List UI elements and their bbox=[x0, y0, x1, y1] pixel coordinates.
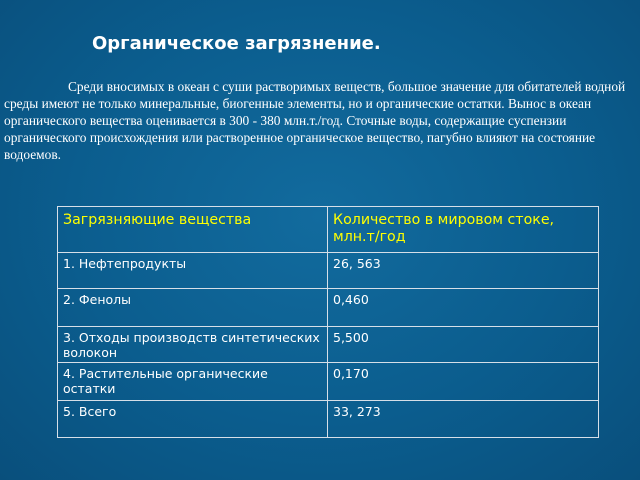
table-header-cell bbox=[328, 207, 599, 253]
table-row bbox=[58, 363, 599, 401]
amount-cell: 5,500 bbox=[328, 327, 599, 363]
amount-cell: 0,460 bbox=[328, 289, 599, 327]
header-substances: Загрязняющие вещества bbox=[63, 212, 252, 228]
substance-cell: 2. Фенолы bbox=[58, 289, 328, 327]
table-row bbox=[58, 401, 599, 438]
table-row bbox=[58, 253, 599, 289]
table-row bbox=[58, 289, 599, 327]
slide-title: Органическое загрязнение. bbox=[92, 33, 381, 54]
substance-cell: 5. Всего bbox=[58, 401, 328, 438]
header-amount: Количество в мировом стоке, млн.т/год bbox=[333, 212, 555, 245]
substance-cell: 4. Растительные органические остатки bbox=[58, 363, 328, 401]
substance-cell: 1. Нефтепродукты bbox=[58, 253, 328, 289]
amount-cell: 33, 273 bbox=[328, 401, 599, 438]
amount-cell: 26, 563 bbox=[328, 253, 599, 289]
substance-cell: 3. Отходы производств синтетических волокон bbox=[58, 327, 328, 363]
table-header-cell bbox=[58, 207, 328, 253]
intro-paragraph: Среди вносимых в океан с суши растворимых веществ, большое значение для обитателей водной среды имеют не только минеральные, биогенные элементы, но и органические остатки. Вынос в океан органического вещества оценивается в 300 - 380 млн.т./год. Сточные воды, содержащие суспензии органического происхождения или растворенное органическое вещество, пагубно влияют на состояние водоемов. bbox=[4, 79, 626, 162]
table-row bbox=[58, 327, 599, 363]
amount-cell: 0,170 bbox=[328, 363, 599, 401]
table-header-row bbox=[58, 207, 599, 253]
pollutant-table bbox=[57, 206, 599, 438]
